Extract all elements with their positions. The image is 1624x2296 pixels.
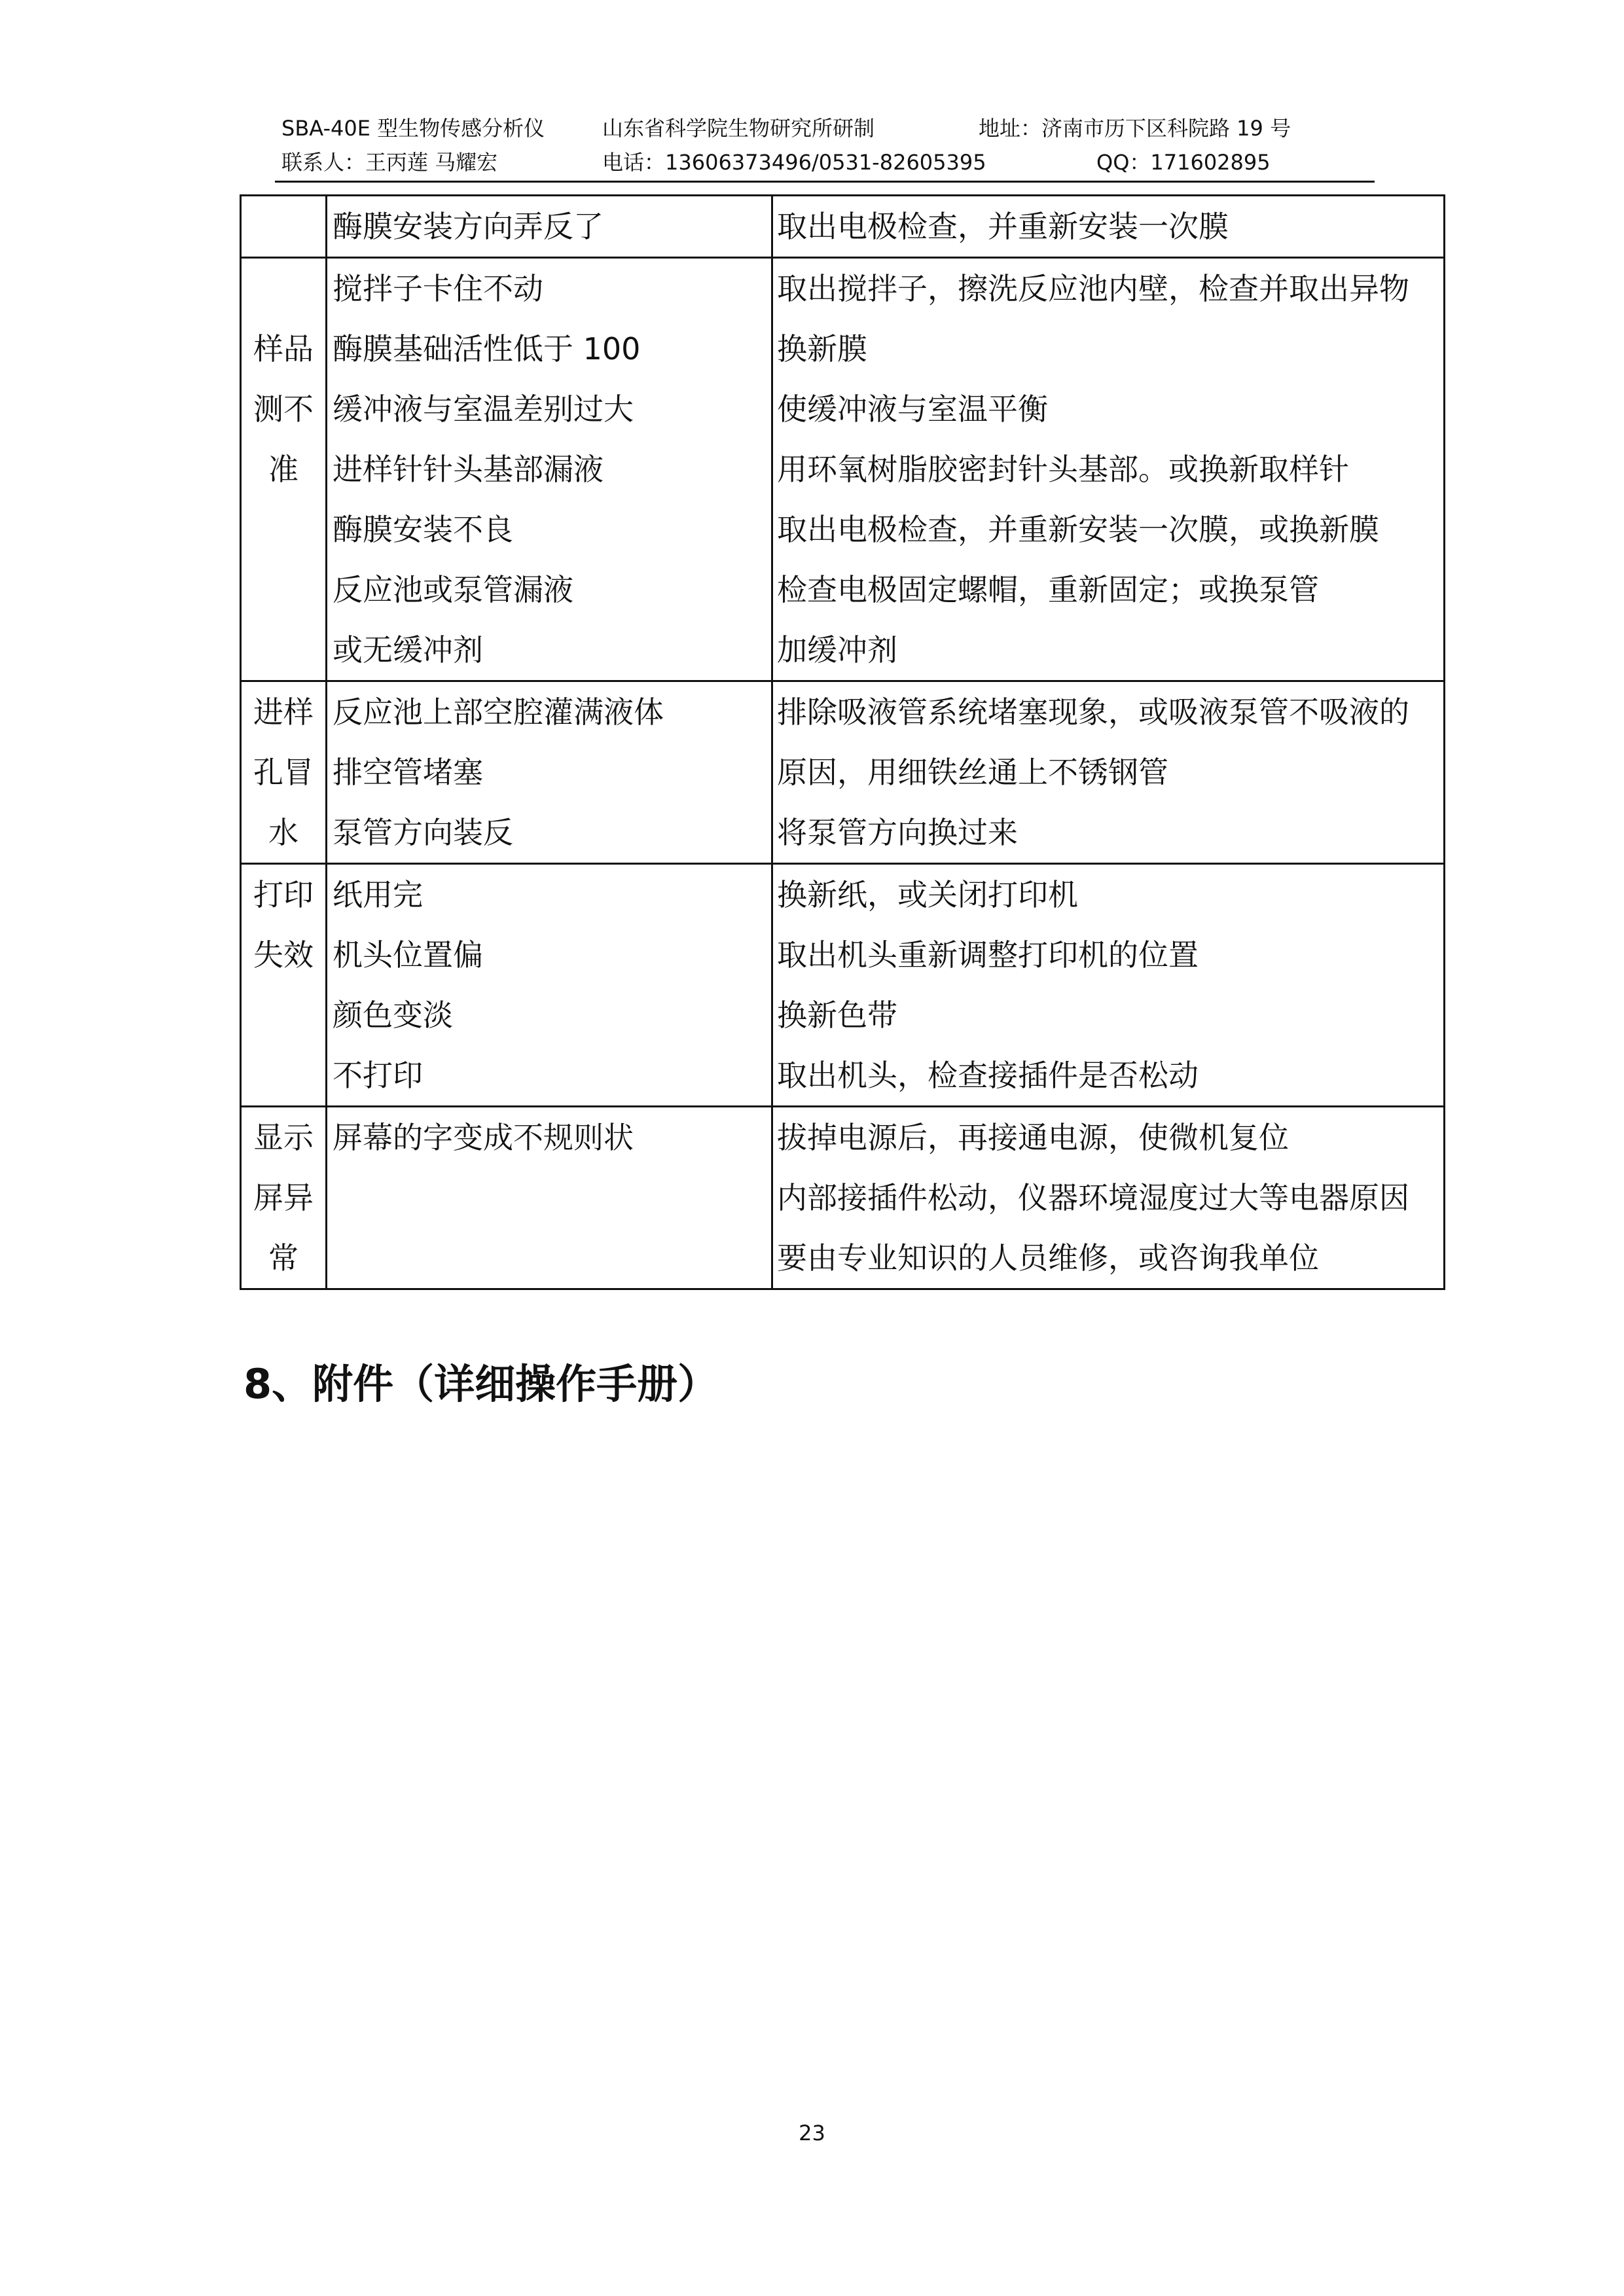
table-row bbox=[241, 258, 1445, 681]
category-cell-line: 打印 bbox=[253, 877, 314, 912]
remedy-cell-line: 取出机头重新调整打印机的位置 bbox=[777, 937, 1199, 973]
cause-cell-line: 不打印 bbox=[333, 1058, 423, 1093]
header-divider bbox=[275, 181, 1375, 183]
cause-cell-line: 搅拌子卡住不动 bbox=[333, 271, 543, 306]
category-cell-line: 进样 bbox=[253, 694, 314, 730]
category-cell-line bbox=[242, 1045, 325, 1105]
header-line-2 bbox=[281, 145, 1381, 179]
category-cell bbox=[241, 1107, 327, 1289]
cause-cell-line: 进样针针头基部漏液 bbox=[333, 452, 604, 487]
remedy-cell-line: 原因，用细铁丝通上不锈钢管 bbox=[777, 755, 1168, 790]
category-cell-line bbox=[242, 259, 325, 319]
category-cell-line: 显示 bbox=[253, 1120, 314, 1155]
cause-cell-line: 泵管方向装反 bbox=[333, 815, 513, 850]
remedy-cell-line: 内部接插件松动，仪器环境湿度过大等电器原因 bbox=[777, 1180, 1409, 1215]
cause-cell-line: 反应池或泵管漏液 bbox=[333, 572, 573, 607]
cause-cell-line: 酶膜基础活性低于 100 bbox=[333, 331, 641, 367]
category-cell-line: 屏异 bbox=[253, 1180, 314, 1215]
cause-cell-line: 反应池上部空腔灌满液体 bbox=[333, 694, 664, 730]
remedy-cell-line: 使缓冲液与室温平衡 bbox=[777, 391, 1048, 427]
cause-cell-line: 颜色变淡 bbox=[333, 997, 453, 1033]
category-cell-line: 测不 bbox=[253, 391, 314, 427]
table-row bbox=[241, 864, 1445, 1107]
cause-cell-line bbox=[333, 1228, 771, 1288]
remedy-cell-line: 换新纸，或关闭打印机 bbox=[777, 877, 1078, 912]
cause-cell-line: 或无缓冲剂 bbox=[333, 632, 483, 668]
cause-cell bbox=[327, 258, 772, 681]
cause-cell-line: 排空管堵塞 bbox=[333, 755, 483, 790]
cause-cell bbox=[327, 196, 772, 258]
remedy-cell-line: 排除吸液管系统堵塞现象，或吸液泵管不吸液的 bbox=[777, 694, 1409, 730]
category-cell bbox=[241, 258, 327, 681]
category-cell-line: 准 bbox=[268, 452, 298, 487]
header-contact: 联系人：王丙莲 马耀宏 bbox=[281, 150, 498, 175]
remedy-cell-line: 取出机头，检查接插件是否松动 bbox=[777, 1058, 1199, 1093]
cause-cell-line: 酶膜安装不良 bbox=[333, 512, 513, 547]
table-row bbox=[241, 196, 1445, 258]
category-cell-line bbox=[242, 560, 325, 620]
header-maker: 山东省科学院生物研究所研制 bbox=[602, 116, 875, 141]
remedy-cell-line: 取出电极检查，并重新安装一次膜 bbox=[777, 209, 1229, 244]
remedy-cell bbox=[772, 681, 1445, 864]
table-row bbox=[241, 681, 1445, 864]
category-cell-line bbox=[242, 985, 325, 1045]
remedy-cell-line: 取出搅拌子，擦洗反应池内壁，检查并取出异物 bbox=[777, 271, 1409, 306]
remedy-cell bbox=[772, 1107, 1445, 1289]
category-cell-line bbox=[242, 620, 325, 680]
cause-cell bbox=[327, 681, 772, 864]
remedy-cell-line: 检查电极固定螺帽，重新固定；或换泵管 bbox=[777, 572, 1319, 607]
cause-cell-line: 机头位置偏 bbox=[333, 937, 483, 973]
category-cell-line: 水 bbox=[268, 815, 298, 850]
remedy-cell-line: 加缓冲剂 bbox=[777, 632, 897, 668]
category-cell-line bbox=[242, 196, 325, 257]
header-phone: 电话：13606373496/0531-82605395 bbox=[602, 150, 986, 175]
category-cell-line bbox=[242, 499, 325, 560]
remedy-cell-line: 用环氧树脂胶密封针头基部。或换新取样针 bbox=[777, 452, 1349, 487]
category-cell bbox=[241, 864, 327, 1107]
category-cell-line: 失效 bbox=[253, 937, 314, 973]
header-line-1 bbox=[281, 111, 1381, 145]
category-cell-line: 孔冒 bbox=[253, 755, 314, 790]
page-number: 23 bbox=[799, 2121, 825, 2145]
remedy-cell-line: 取出电极检查，并重新安装一次膜，或换新膜 bbox=[777, 512, 1379, 547]
remedy-cell-line: 拔掉电源后，再接通电源，使微机复位 bbox=[777, 1120, 1289, 1155]
header-product: SBA-40E 型生物传感分析仪 bbox=[281, 116, 545, 141]
cause-cell-line: 屏幕的字变成不规则状 bbox=[333, 1120, 634, 1155]
remedy-cell bbox=[772, 864, 1445, 1107]
header-address: 地址：济南市历下区科院路 19 号 bbox=[979, 116, 1291, 141]
remedy-cell-line: 将泵管方向换过来 bbox=[777, 815, 1018, 850]
cause-cell bbox=[327, 1107, 772, 1289]
cause-cell-line bbox=[333, 1168, 771, 1228]
category-cell-line: 样品 bbox=[253, 331, 314, 367]
cause-cell-line: 缓冲液与室温差别过大 bbox=[333, 391, 634, 427]
remedy-cell-line: 换新色带 bbox=[777, 997, 897, 1033]
remedy-cell-line: 换新膜 bbox=[777, 331, 867, 367]
table-row bbox=[241, 1107, 1445, 1289]
cause-cell-line: 酶膜安装方向弄反了 bbox=[333, 209, 604, 244]
category-cell-line: 常 bbox=[268, 1240, 298, 1276]
section-title: 8、附件（详细操作手册） bbox=[244, 1360, 719, 1408]
remedy-cell-line: 要由专业知识的人员维修，或咨询我单位 bbox=[777, 1240, 1319, 1276]
cause-cell bbox=[327, 864, 772, 1107]
category-cell bbox=[241, 681, 327, 864]
header-qq: QQ：171602895 bbox=[1096, 150, 1271, 175]
category-cell bbox=[241, 196, 327, 258]
page-header bbox=[281, 111, 1381, 179]
troubleshooting-table-body bbox=[241, 196, 1445, 1289]
cause-cell-line: 纸用完 bbox=[333, 877, 423, 912]
troubleshooting-table bbox=[240, 194, 1445, 1290]
remedy-cell bbox=[772, 258, 1445, 681]
remedy-cell bbox=[772, 196, 1445, 258]
